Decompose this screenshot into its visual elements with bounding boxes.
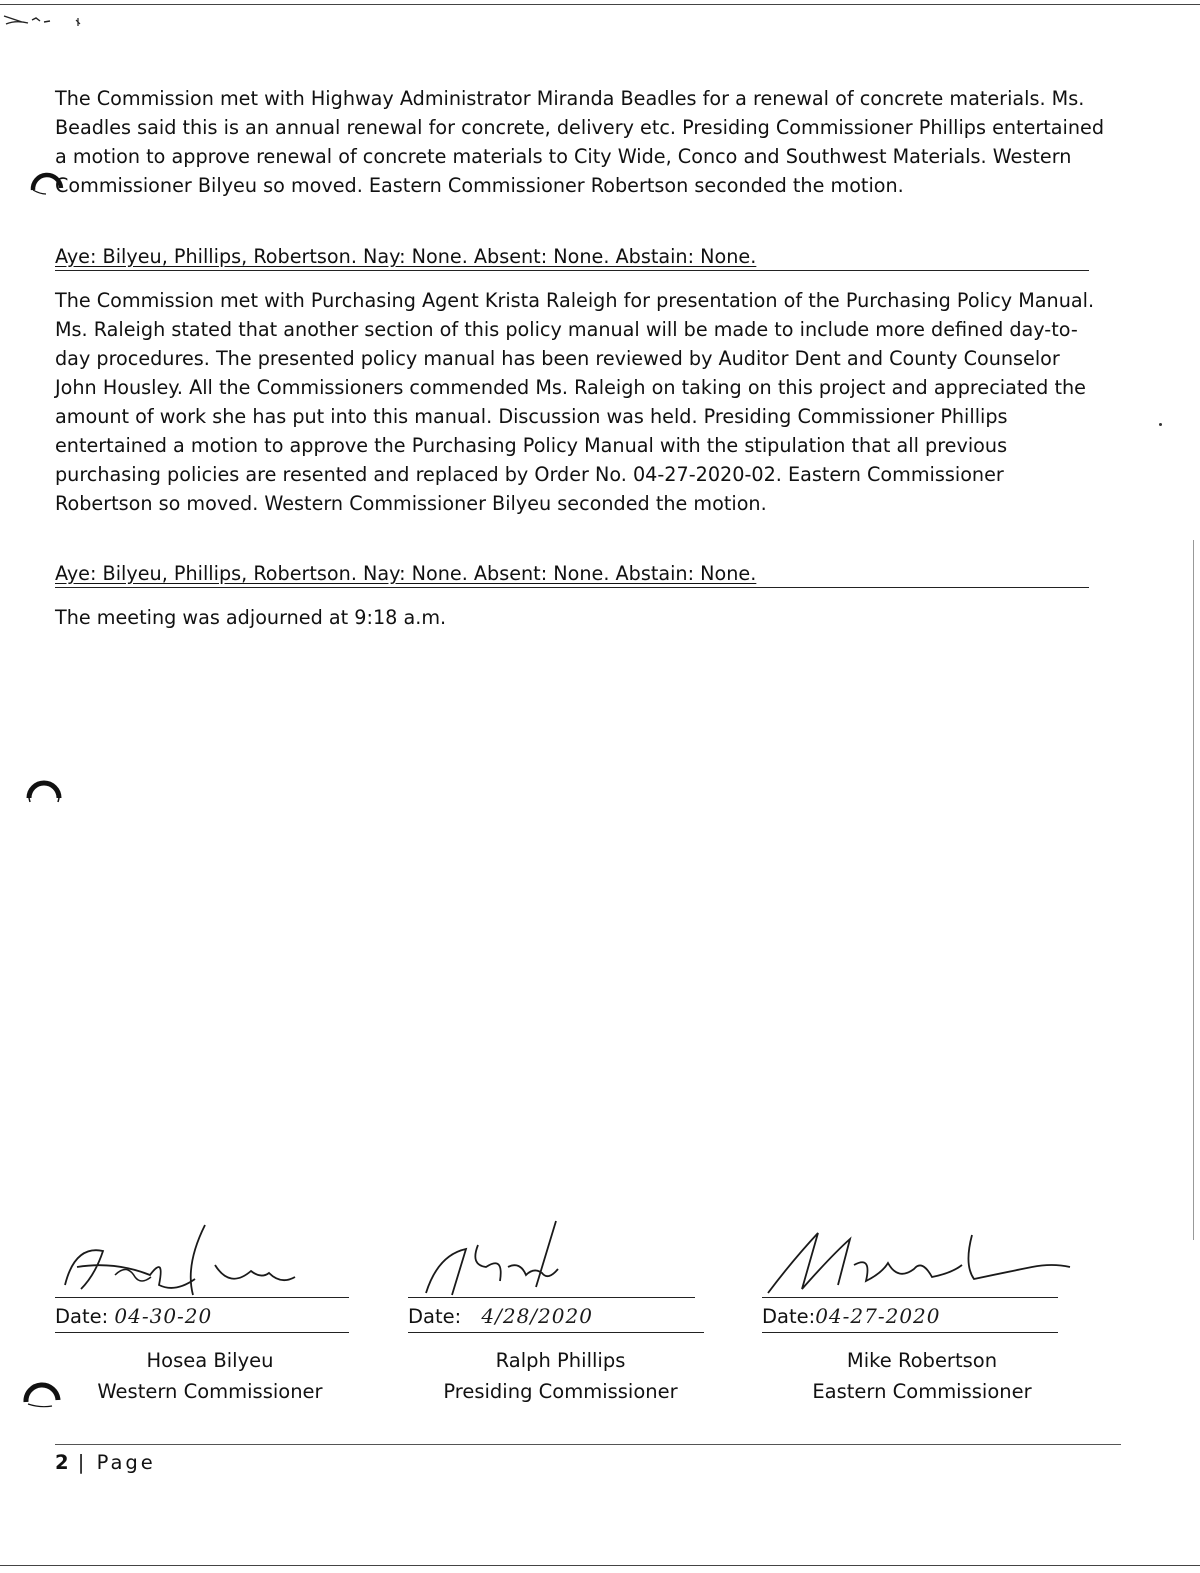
punch-hole-mark <box>24 764 64 804</box>
stray-dot <box>1159 423 1162 426</box>
commissioner-name: Mike Robertson <box>846 1349 998 1372</box>
date-label: Date: <box>408 1305 462 1328</box>
commissioner-title: Eastern Commissioner <box>812 1380 1032 1403</box>
page-footer <box>55 1450 156 1476</box>
vote-record <box>55 245 1089 271</box>
page-separator: | <box>77 1451 88 1474</box>
date-field <box>408 1302 704 1333</box>
commissioner-title: Presiding Commissioner <box>443 1380 678 1403</box>
page-label: Page <box>96 1451 156 1474</box>
scan-edge-right <box>1193 540 1194 1240</box>
adjournment-note: The meeting was adjourned at 9:18 a.m. <box>55 606 447 629</box>
commissioner-name: Ralph Phillips <box>495 1349 626 1372</box>
handwritten-date: 04-30-20 <box>114 1304 213 1328</box>
signature-line <box>408 1297 695 1298</box>
commissioner-title: Western Commissioner <box>97 1380 323 1403</box>
handwritten-signature <box>55 1215 355 1301</box>
minutes-paragraph: The Commission met with Purchasing Agent Krista Raleigh for presentation of the Purchasing Policy Manual. Ms. Raleigh stated that another section of this policy manual will be made to include more defined day-to-day procedures. The presented policy manual has been reviewed by Auditor Dent and County Counselor John Housley. All the Commissioners commended Ms. Raleigh on taking on this project and appreciated the amount of work she has put into this manual. Discussion was held. Presiding Commissioner Phillips entertained a motion to approve the Purchasing Policy Manual with the stipulation that all previous purchasing policies are resented and replaced by Order No. 04-27-2020-02. Eastern Commissioner Robertson so moved. Western Commissioner Bilyeu seconded the motion. <box>55 289 1095 515</box>
handwritten-date: 4/28/2020 <box>481 1304 593 1328</box>
signature-line <box>55 1297 349 1298</box>
scan-edge-top <box>0 4 1200 5</box>
footer-rule <box>55 1444 1121 1445</box>
handwritten-signature <box>762 1215 1082 1301</box>
commissioner-name: Hosea Bilyeu <box>146 1349 274 1372</box>
page-number: 2 <box>55 1451 69 1474</box>
vote-record <box>55 562 1089 588</box>
scan-edge-bottom <box>0 1565 1200 1566</box>
date-field <box>762 1302 1058 1333</box>
signature-line <box>762 1297 1058 1298</box>
date-label: Date: <box>762 1305 816 1328</box>
handwritten-date: 04-27-2020 <box>815 1304 941 1328</box>
handwritten-signature <box>408 1215 708 1301</box>
scan-corner-mark <box>2 8 92 38</box>
date-label: Date: <box>55 1305 109 1328</box>
vote-record-text: Aye: Bilyeu, Phillips, Robertson. Nay: None. Absent: None. Abstain: None. <box>55 245 757 268</box>
vote-record-text: Aye: Bilyeu, Phillips, Robertson. Nay: None. Absent: None. Abstain: None. <box>55 562 757 585</box>
date-field <box>55 1302 349 1333</box>
minutes-paragraph: The Commission met with Highway Administrator Miranda Beadles for a renewal of concrete materials. Ms. Beadles said this is an annual renewal for concrete, delivery etc. Presiding Commissioner Phillips entertained a motion to approve renewal of concrete materials to City Wide, Conco and Southwest Materials. Western Commissioner Bilyeu so moved. Eastern Commissioner Robertson seconded the motion. <box>55 87 1105 197</box>
